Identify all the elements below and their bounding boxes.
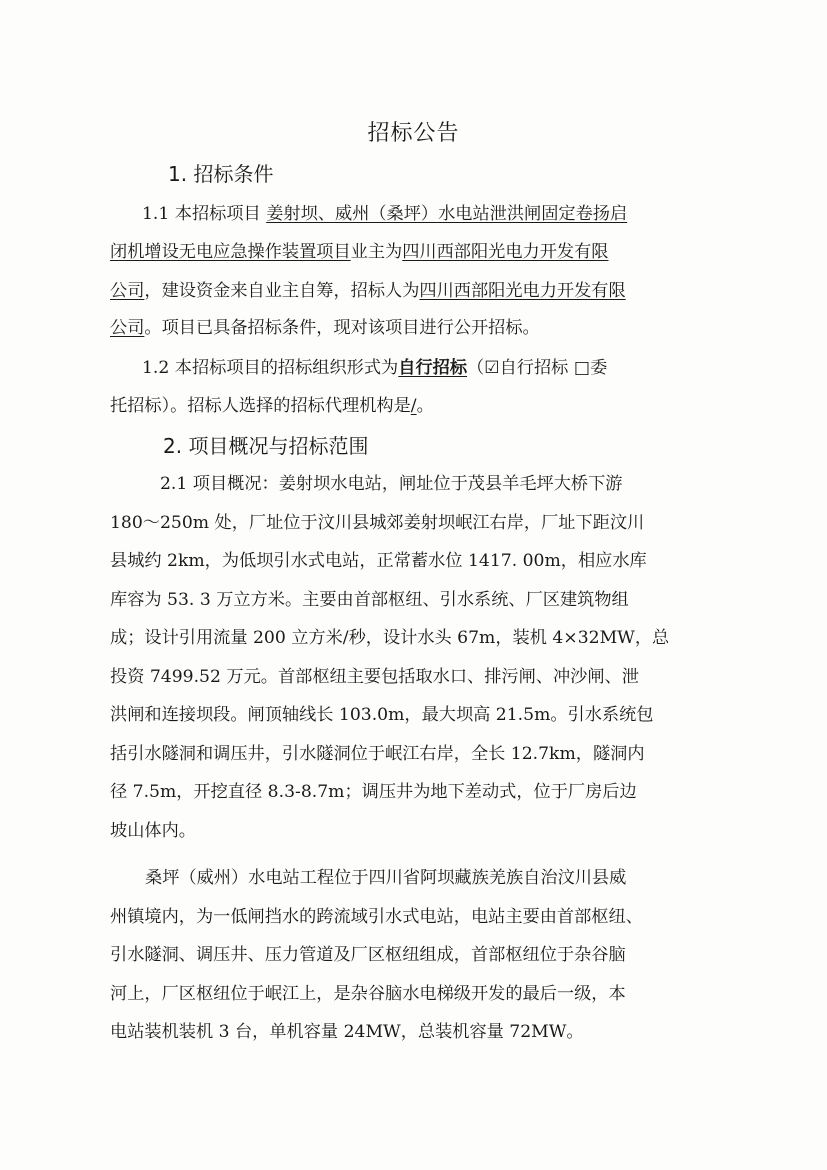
para-1-1-line-1: 1.1 本招标项目 姜射坝、威州（桑坪）水电站泄洪闸固定卷扬启 (142, 204, 628, 224)
para-2-2-line: 州镇境内，为一低闸挡水的跨流域引水式电站，电站主要由首部枢纽、 (110, 907, 643, 927)
para-2-1-line: 括引水隧洞和调压井，引水隧洞位于岷江右岸，全长 12.7km，隧洞内 (110, 744, 645, 764)
para-2-1-line: 县城约 2km，为低坝引水式电站，正常蓄水位 1417. 00m，相应水库 (110, 551, 647, 571)
para-1-1-line-4: 公司。项目已具备招标条件，现对该项目进行公开招标。 (110, 318, 540, 338)
para-1-2-line-2: 托招标）。招标人选择的招标代理机构是/。 (110, 396, 434, 416)
page-title: 招标公告 (367, 121, 460, 146)
para-2-1-line: 180～250m 处，厂址位于汶川县城郊姜射坝岷江右岸，厂址下距汶川 (110, 513, 645, 533)
para-2-1-line: 洪闸和连接坝段。闸顶轴线长 103.0m，最大坝高 21.5m。引水系统包 (110, 705, 654, 725)
para-2-1-line: 径 7.5m，开挖直径 8.3-8.7m；调压井为地下差动式，位于厂房后边 (110, 782, 637, 802)
para-2-1-line: 库容为 53. 3 万立方米。主要由首部枢纽、引水系统、厂区建筑物组 (110, 590, 629, 610)
owner-name: 四川西部阳光电力开发有限 (402, 242, 609, 262)
para-1-2-line-1: 1.2 本招标项目的招标组织形式为自行招标（☑自行招标 □委 (142, 358, 608, 378)
tenderer-name: 四川西部阳光电力开发有限 (419, 281, 626, 301)
project-name: 姜射坝、威州（桑坪）水电站泄洪闸固定卷扬启 (266, 204, 628, 224)
para-2-1-line: 坡山体内。 (110, 821, 196, 841)
para-2-2-line: 桑坪（威州）水电站工程位于四川省阿坝藏族羌族自治汶川县威 (145, 868, 627, 888)
para-2-2-line: 河上，厂区枢纽位于岷江上，是杂谷脑水电梯级开发的最后一级，本 (110, 984, 626, 1004)
section-heading-1: 1. 招标条件 (168, 162, 274, 186)
section-heading-2: 2. 项目概况与招标范围 (163, 434, 369, 458)
para-2-1-line: 投资 7499.52 万元。首部枢纽主要包括取水口、排污闸、冲沙闸、泄 (110, 667, 639, 687)
para-2-1-line: 成；设计引用流量 200 立方米/秒，设计水头 67m，装机 4×32MW，总 (110, 628, 670, 648)
para-1-1-line-2: 闭机增设无电应急操作装置项目业主为四川西部阳光电力开发有限 (110, 242, 609, 262)
tenderer-name-cont: 公司 (110, 318, 145, 338)
owner-name-cont: 公司 (110, 281, 145, 301)
para-2-2-line: 电站装机装机 3 台，单机容量 24MW，总装机容量 72MW。 (110, 1022, 584, 1042)
para-1-1-line-3: 公司，建设资金来自业主自筹，招标人为四川西部阳光电力开发有限 (110, 281, 626, 301)
project-name-cont: 闭机增设无电应急操作装置项目 (110, 242, 351, 262)
tender-form: 自行招标 (398, 358, 468, 378)
para-2-1-line: 2.1 项目概况：姜射坝水电站，闸址位于茂县羊毛坪大桥下游 (160, 474, 623, 494)
para-2-2-line: 引水隧洞、调压井、压力管道及厂区枢纽组成，首部枢纽位于杂谷脑 (110, 945, 626, 965)
agency-name: / (410, 396, 417, 416)
